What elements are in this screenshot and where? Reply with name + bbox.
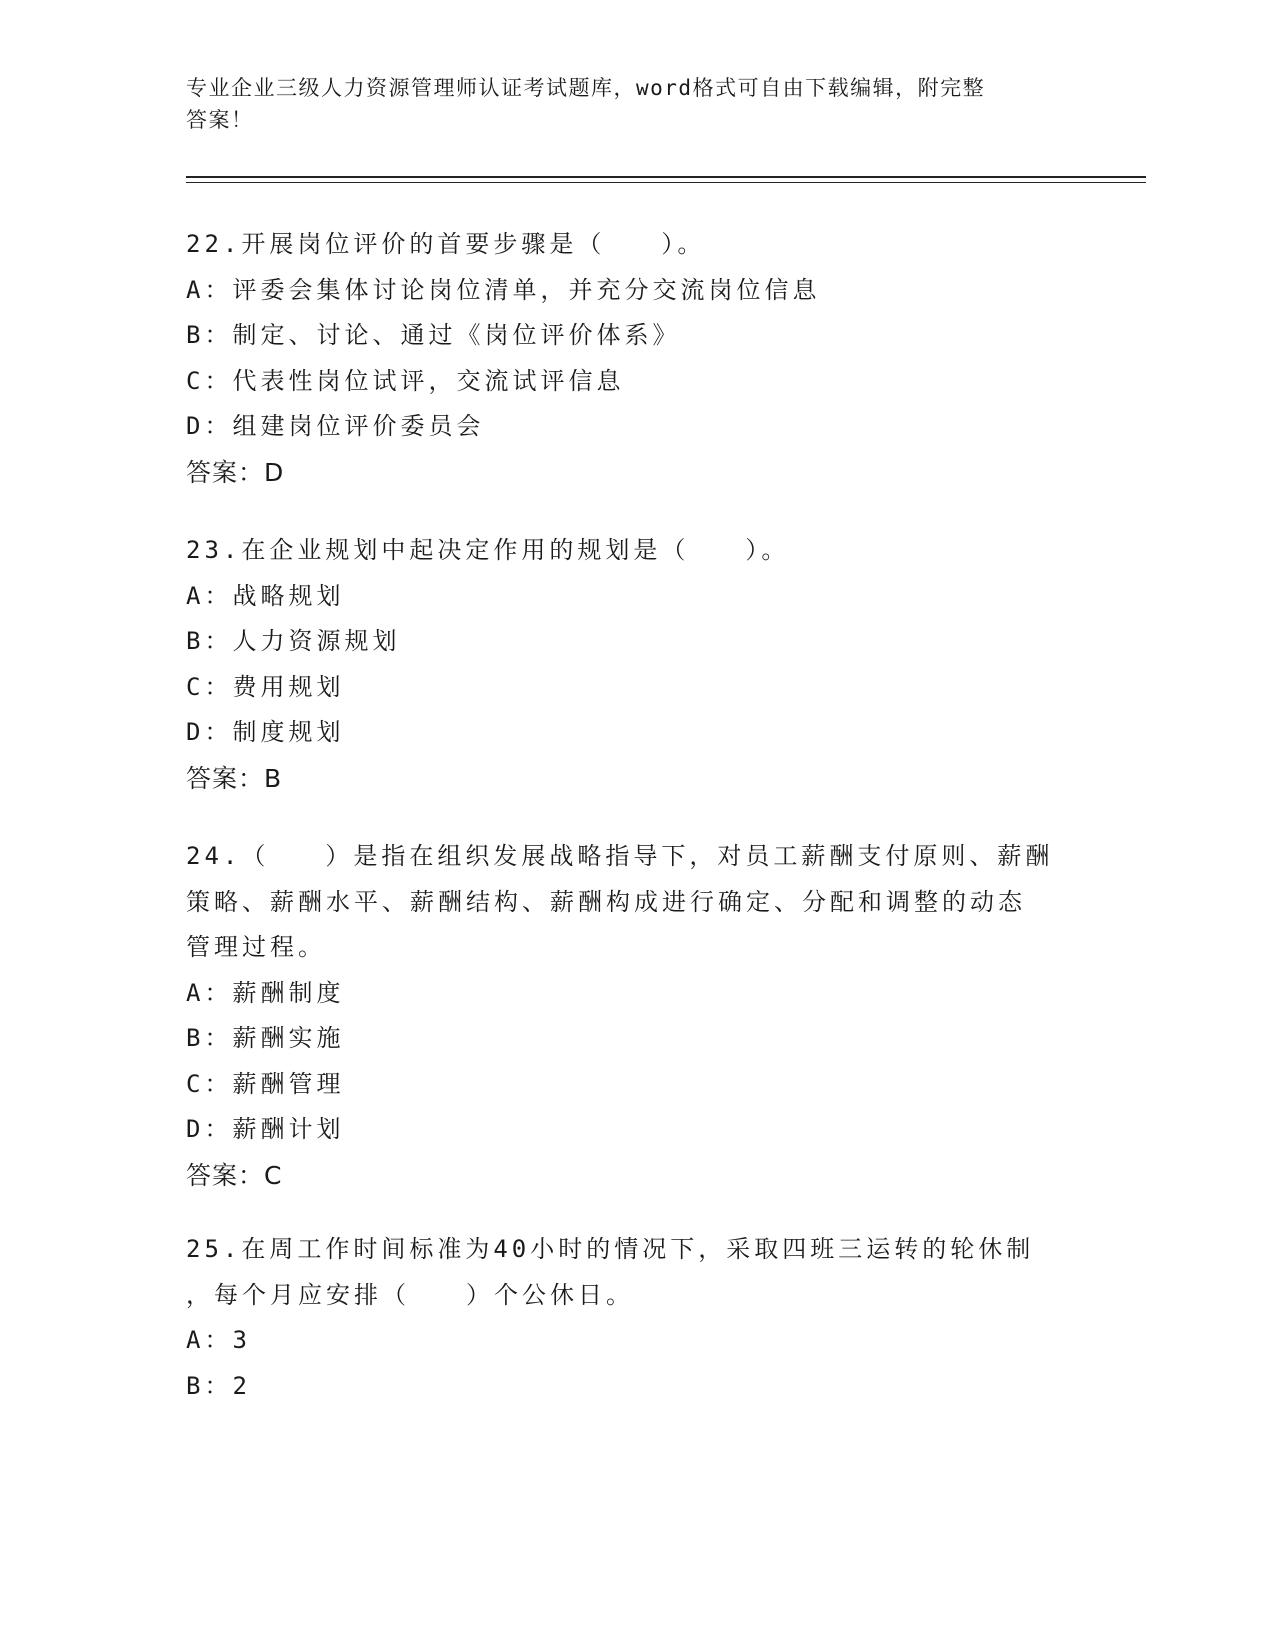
question-24 (186, 834, 1066, 1198)
option-c: C：薪酬管理 (186, 1069, 345, 1098)
question-stem (186, 1227, 1066, 1318)
question-stem (186, 834, 1066, 971)
question-22 (186, 222, 1066, 495)
option-b: B：薪酬实施 (186, 1024, 345, 1052)
header-line-1: 专业企业三级人力资源管理师认证考试题库，word格式可自由下载编辑，附完整 (186, 76, 986, 100)
question-23 (186, 528, 1066, 801)
question-stem (186, 528, 1066, 574)
option-d: D：组建岗位评价委员会 (186, 412, 485, 440)
answer: 答案：C (186, 1160, 283, 1190)
question-stem (186, 222, 1066, 268)
document-header (186, 72, 1066, 136)
option-b: B：制定、讨论、通过《岗位评价体系》 (186, 321, 681, 349)
question-25 (186, 1227, 1066, 1409)
question-stem-line: 23.在企业规划中起决定作用的规划是（ ）。 (186, 536, 790, 564)
option-d: D：薪酬计划 (186, 1115, 345, 1143)
header-divider-thick (186, 176, 1146, 178)
option-a: A：战略规划 (186, 581, 345, 610)
option-a: A：评委会集体讨论岗位清单，并充分交流岗位信息 (186, 275, 821, 304)
option-b: B：人力资源规划 (186, 627, 401, 655)
option-b: B：2 (186, 1371, 251, 1400)
answer: 答案：B (186, 763, 283, 793)
question-stem-line: 22.开展岗位评价的首要步骤是（ ）。 (186, 230, 706, 258)
question-stem-line: 策略、薪酬水平、薪酬结构、薪酬构成进行确定、分配和调整的动态 (186, 887, 1026, 916)
question-stem-line: ，每个月应安排（ ）个公休日。 (186, 1280, 634, 1309)
question-stem-line: 管理过程。 (186, 933, 326, 961)
option-a: A：薪酬制度 (186, 978, 345, 1007)
option-d: D：制度规划 (186, 718, 345, 746)
answer: 答案：D (186, 457, 285, 487)
option-c: C：费用规划 (186, 672, 345, 701)
question-stem-line: 25.在周工作时间标准为40小时的情况下，采取四班三运转的轮休制 (186, 1235, 1035, 1263)
header-line-2: 答案！ (186, 108, 254, 132)
option-c: C：代表性岗位试评，交流试评信息 (186, 366, 625, 395)
question-stem-line: 24.（ ）是指在组织发展战略指导下，对员工薪酬支付原则、薪酬 (186, 842, 1054, 870)
option-a: A：3 (186, 1326, 251, 1354)
header-divider-thin (186, 182, 1146, 183)
